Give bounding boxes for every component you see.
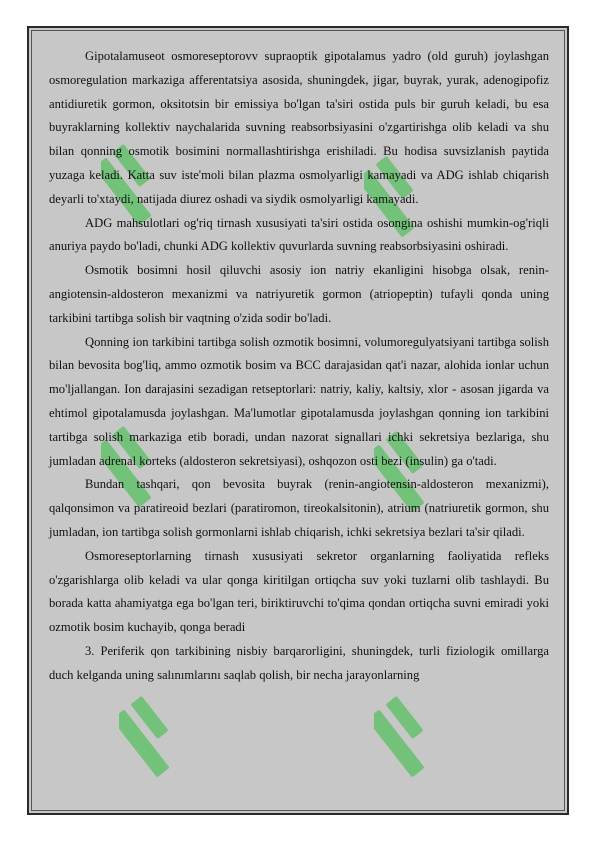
paragraph: Osmotik bosimni hosil qiluvchi asosiy ion natriy ekanligini hisobga olsak, renin-angiotensin-aldosteron mexanizmi va natriyuretik gormon (atriopeptin) tufayli qonda uning tarkibini tartibga solish bir vaqtning o'zida sodir bo'ladi. bbox=[49, 263, 549, 325]
paragraph: 3. Periferik qon tarkibining nisbiy barqarorligini, shuningdek, turli fiziologik omillarga duch kelganda uning salınımlarını saqlab qolish, bir necha jarayonlarning bbox=[49, 643, 549, 682]
paragraph: Qonning ion tarkibini tartibga solish ozmotik bosimni, volumoregulyatsiyani tartibga solish bilan bevosita bog'liq, ammo ozmotik bosim va BCC darajasidan qat'i nazar, alohida ionlar uchun mo'ljallangan. Ion darajasini sezadigan retseptorlari: natriy, kaliy, kaltsiy, xlor - asosan jigarda va ehtimol gipotalamusda joylashgan. Ma'lumotlar gipotalamusda joylashgan qonning ion tarkibini tartibga solish markaziga etib boradi, undan nazorat signallari ichki sekretsiya bezlariga, shu jumladan adrenal korteks (aldosteron sekretsiyasi), oshqozon osti bezi (insulin) ga o'tadi. bbox=[49, 334, 549, 468]
document-body bbox=[49, 45, 549, 688]
paragraph: ADG mahsulotlari og'riq tirnash xususiyati ta'siri ostida osongina oshishi mumkin-og'riqli anuriya paydo bo'ladi, chunki ADG kollektiv quvurlarda suvning reabsorbsiyasini oshiradi. bbox=[49, 215, 549, 254]
watermark-logo-icon bbox=[374, 688, 444, 778]
document-page bbox=[27, 26, 569, 815]
watermark-logo-icon bbox=[119, 688, 189, 778]
paragraph: Bundan tashqari, qon bevosita buyrak (renin-angiotensin-aldosteron mexanizmi), qalqonsimon va paratireoid bezlari (paratiromon, tireokalsitonin), atrium (natriuretik gormon, shu jumladan, ion tartibga solish gormonlarni ishlab chiqarish, ichki sekretsiya bezlari ta'sir qiladi. bbox=[49, 477, 549, 539]
paragraph: Osmoreseptorlarning tirnash xususiyati sekretor organlarning faoliyatida refleks o'zgarishlarga olib keladi va ular qonga kiritilgan ortiqcha suv yoki tuzlarni olib tashlaydi. Bu borada katta ahamiyatga ega bo'lgan teri, biriktiruvchi to'qima qondan ortiqcha suvni emiradi yoki ozmotik bosim kuchayib, qonga beradi bbox=[49, 548, 549, 635]
paragraph: Gipotalamuseot osmoreseptorovv supraoptik gipotalamus yadro (old guruh) joylashgan osmoregulation markaziga afferentatsiya asosida, shuningdek, jigar, buyrak, yurak, adenogipofiz antidiuretik gormon, oksitotsin bir emissiya bo'lgan ta'siri ostida puls bir guruh keladi, bu esa buyraklarning kollektiv naychalarida suvning reabsorbsiyasini o'zgartirishga olib keladi va shu bilan qonning osmotik bosimini normallashtirishga erishiladi. Bu hodisa suvsizlanish paytida yuzaga keladi. Katta suv iste'moli bilan plazma osmolyarligi kamayadi va ADG ishlab chiqarish deyarli to'xtaydi, natijada diurez oshadi va siydik osmolyarligi kamayadi. bbox=[49, 49, 549, 206]
